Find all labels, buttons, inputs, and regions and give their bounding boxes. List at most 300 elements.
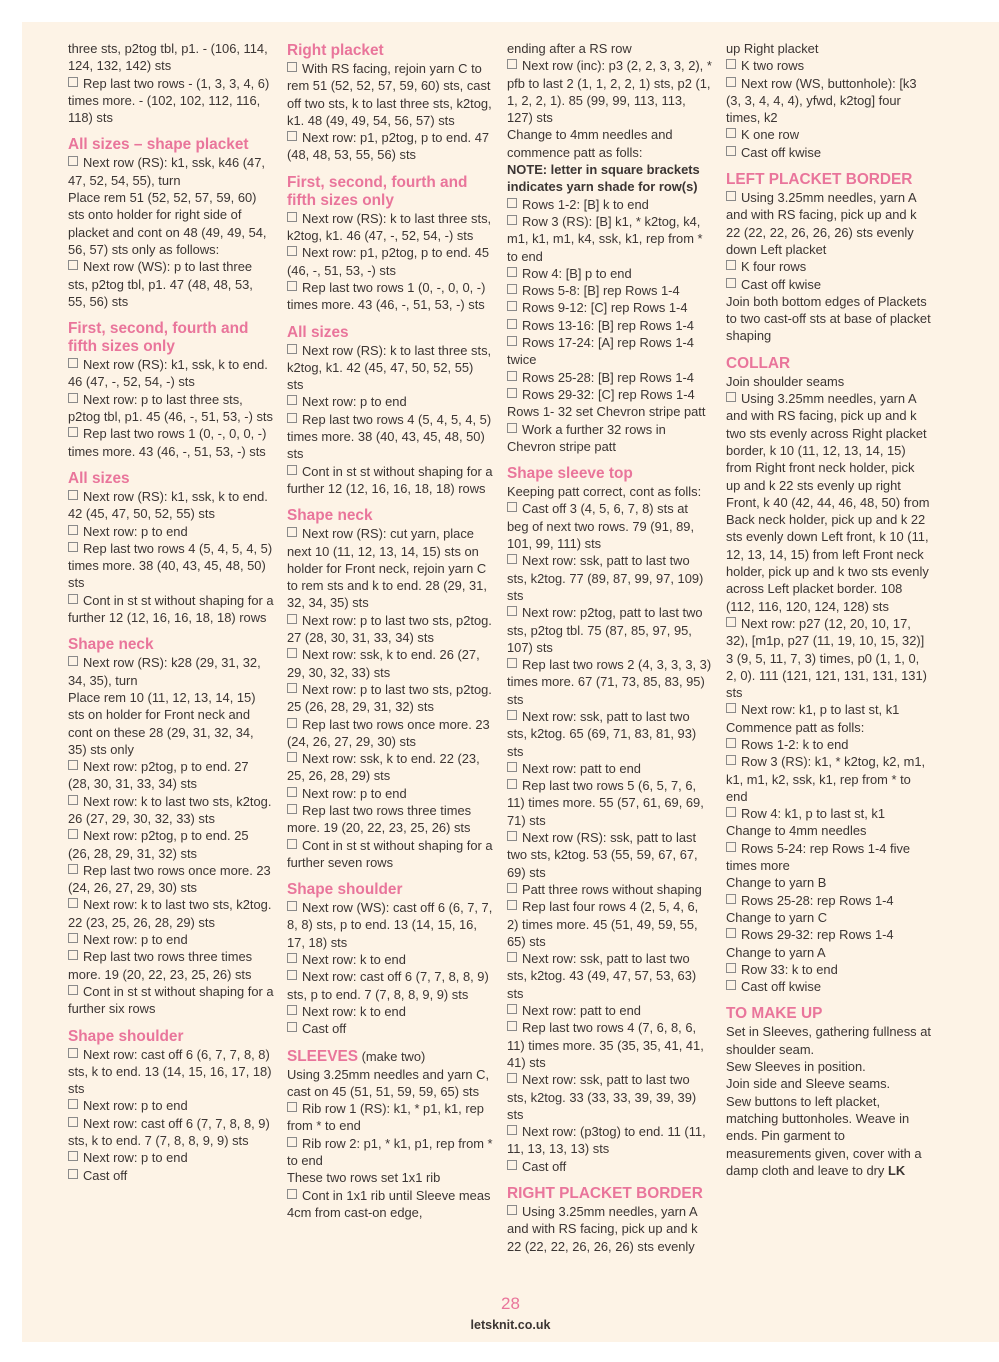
instruction-text-content: Using 3.25mm needles, yarn A and with RS facing, pick up and k 22 (22, 22, 26, 26, 26) sts evenly [507,1204,698,1254]
instruction-text [726,40,932,57]
row-checkbox-icon [726,738,736,748]
instruction-text-content: Cast off kwise [741,276,821,292]
row-checkbox-icon [287,953,297,963]
instruction-row [68,793,274,828]
instruction-text-content: Row 33: k to end [741,961,838,977]
row-checkbox-icon [726,963,736,973]
row-checkbox-icon [507,658,517,668]
instruction-row [726,390,932,615]
instruction-note [507,161,713,196]
row-checkbox-icon [68,933,78,943]
section-heading [726,355,932,373]
instruction-text [68,189,274,258]
row-checkbox-icon [507,1125,517,1135]
instruction-text-content: Next row: k to end [302,1003,406,1019]
row-checkbox-icon [507,198,517,208]
instruction-text-content: Rows 29-32: rep Rows 1-4 [741,927,894,943]
instruction-text-content: Rows 1- 32 set Chevron stripe patt [507,404,706,420]
instruction-text-content: Next row: ssk, k to end. 22 (23, 25, 26, 28, 29) sts [287,751,480,784]
section-heading-text: Shape sleeve top [507,465,633,483]
instruction-row [507,777,713,829]
instruction-text [287,1066,493,1101]
instruction-row [507,552,713,604]
instruction-row [287,785,493,802]
row-checkbox-icon [68,864,78,874]
instruction-row [726,189,932,258]
instruction-row [726,926,932,943]
instruction-row [68,154,274,189]
instruction-row [507,1203,713,1255]
page-number: 28 [501,1294,520,1313]
row-checkbox-icon [726,260,736,270]
instruction-row [507,708,713,760]
instruction-row [507,421,713,456]
instruction-row [507,1071,713,1123]
row-checkbox-icon [287,970,297,980]
instruction-text-content: Rows 29-32: [C] rep Rows 1-4 [522,386,695,402]
instruction-text-content: Next row (RS): k1, ssk, k46 (47, 47, 52, 54, 55), turn [68,155,265,188]
row-checkbox-icon [726,842,736,852]
instruction-text-content: Rep last two rows 1 (0, -, 0, 0, -) times more. 43 (46, -, 51, 53, -) sts [68,426,267,459]
instruction-text-content: Cast off [302,1021,347,1037]
instruction-row [287,802,493,837]
instruction-row [287,1135,493,1170]
instruction-text-content: Rep last two rows once more. 23 (24, 26, 27, 29, 30) sts [287,716,490,749]
row-checkbox-icon [68,260,78,270]
instruction-text-content: Next row: cast off 6 (6, 7, 7, 8, 8) sts, k to end. 13 (14, 15, 16, 17, 18) sts [68,1046,272,1097]
instruction-text-content: Change to 4mm needles and commence patt as folls: [507,127,673,160]
instruction-text-content: Rep last two rows 4 (7, 6, 8, 6, 11) times more. 35 (35, 35, 41, 41, 41) sts [507,1020,704,1070]
row-checkbox-icon [507,762,517,772]
instruction-text-content: Set in Sleeves, gathering fullness at shoulder seam. [726,1024,931,1057]
end-mark: LK [887,1162,906,1178]
instruction-row [726,978,932,995]
instruction-row [287,342,493,394]
instruction-text-content: Next row (RS): k1, ssk, k to end. 46 (47, -, 52, 54, -) sts [68,357,268,390]
instruction-text-content: Row 4: [B] p to end [522,265,632,281]
instruction-text-content: Rep last two rows 5 (6, 5, 7, 6, 11) times more. 55 (57, 61, 69, 69, 71) sts [507,778,704,828]
row-checkbox-icon [68,427,78,437]
section-heading-text: All sizes [287,323,349,341]
instruction-text-content: Next row: ssk, patt to last two sts, k2tog. 43 (49, 47, 57, 53, 63) sts [507,951,697,1001]
instruction-text-content: Change to yarn C [726,909,828,925]
instruction-row [726,840,932,875]
instruction-text-content: Join both bottom edges of Plackets to two cast-off sts at base of placket shaping [726,293,931,344]
instruction-row [287,244,493,279]
row-checkbox-icon [68,1169,78,1179]
instruction-text-content: Next row: k to last two sts, k2tog. 22 (23, 25, 26, 28, 29) sts [68,897,272,930]
instruction-text-content: Next row (inc): p3 (2, 2, 3, 3, 2), * pfb to last 2 (1, 1, 2, 2, 1) sts, p2 (1, 1, 2, 2, 1). 85 (99, 99, 113, 113, 127) sts [507,58,712,126]
instruction-text [726,822,932,839]
instruction-row [507,57,713,126]
instruction-text-content: Rib row 1 (RS): k1, * p1, k1, rep from * to end [287,1101,484,1134]
instruction-row [287,279,493,314]
row-checkbox-icon [68,77,78,87]
instruction-row [68,1149,274,1166]
instruction-text-content: Next row: patt to end [522,1003,641,1019]
row-checkbox-icon [68,393,78,403]
row-checkbox-icon [287,344,297,354]
instruction-row [287,129,493,164]
section-heading [68,136,274,154]
row-checkbox-icon [287,683,297,693]
row-checkbox-icon [726,703,736,713]
row-checkbox-icon [726,278,736,288]
section-heading-text: First, second, fourth and fifth sizes only [287,173,468,209]
instruction-text-content: three sts, p2tog tbl, p1. - (106, 114, 124, 132, 142) sts [68,41,268,74]
row-checkbox-icon [68,1151,78,1161]
row-checkbox-icon [68,1099,78,1109]
instruction-row [68,758,274,793]
instruction-text-content: Rep last two rows - (1, 3, 3, 4, 6) times more. - (102, 102, 112, 116, 118) sts [68,75,270,126]
row-checkbox-icon [287,1005,297,1015]
instruction-row [68,592,274,627]
instruction-text-content: Cont in st st without shaping for a further 12 (12, 16, 16, 18, 18) rows [287,463,493,496]
section-heading [726,171,932,189]
instruction-text-content: Next row: p to end [83,932,188,948]
instruction-text-content: Using 3.25mm needles, yarn A and with RS facing, pick up and k 22 (22, 22, 26, 26, 26) sts evenly down Left placket [726,190,917,257]
instruction-row [507,656,713,708]
instruction-text [726,944,932,961]
instruction-text-content: Next row: p to end [83,1098,188,1114]
instruction-text-content: Keeping patt correct, cont as folls: [507,484,702,500]
instruction-text-content: Join side and Sleeve seams. [726,1076,891,1092]
instruction-text-content: Cont in st st without shaping for a further six rows [68,983,274,1017]
section-heading [68,470,274,488]
row-checkbox-icon [507,883,517,893]
instruction-row [287,1003,493,1020]
instruction-text-content: Using 3.25mm needles, yarn A and with RS facing, pick up and k two sts evenly across Right placket border, k 10 (11, 12, 13, 14, 15) from Right front neck holder, pick up and k 22 sts evenly up right Front, k 40 (42, 44, 46, 48, 50) from Back neck holder, pick up and k 22 sts evenly down Left front, k 10 (11, 12, 13, 14, 15) from left Front neck holder, pick up and k two sts evenly across Left placket border. 108 (112, 116, 120, 124, 128) sts [726,391,930,614]
row-checkbox-icon [68,898,78,908]
instruction-row [726,736,932,753]
row-checkbox-icon [68,525,78,535]
row-checkbox-icon [287,804,297,814]
row-checkbox-icon [287,1022,297,1032]
instruction-text-content: Rows 5-8: [B] rep Rows 1-4 [522,283,680,299]
magazine-page [22,22,999,1342]
instruction-text-content: Change to yarn A [726,944,826,960]
row-checkbox-icon [68,156,78,166]
row-checkbox-icon [507,1004,517,1014]
row-checkbox-icon [68,985,78,995]
instruction-text-content: Cont in st st without shaping for a further 12 (12, 16, 16, 18, 18) rows [68,592,274,626]
instruction-text-content: Row 3 (RS): k1, * k2tog, k2, m1, k1, m1, k2, ssk, k1, rep from * to end [726,754,926,804]
instruction-text-content: Place rem 10 (11, 12, 13, 14, 15) sts on holder for Front neck and cont on these 28 (29, 31, 32, 34, 35) sts only [68,689,256,757]
instruction-row [726,701,932,718]
instruction-row [507,282,713,299]
instruction-text-content: Next row (RS): k to last three sts, k2tog, k1. 46 (47, -, 52, 54, -) sts [287,210,492,244]
instruction-row [726,805,932,822]
row-checkbox-icon [507,319,517,329]
instruction-row [726,144,932,161]
instruction-text [507,483,713,500]
row-checkbox-icon [68,542,78,552]
row-checkbox-icon [68,358,78,368]
instruction-text-content: Next row: k to last two sts, k2tog. 26 (27, 29, 30, 32, 33) sts [68,793,272,826]
instruction-text-content: Next row: p to end [302,394,407,410]
row-checkbox-icon [287,527,297,537]
instruction-row [507,1123,713,1158]
section-heading [507,1185,713,1203]
instruction-text-content: Join shoulder seams [726,373,845,389]
instruction-text-content: Rep last two rows 4 (5, 4, 5, 4, 5) times more. 38 (40, 43, 45, 48, 50) sts [287,411,492,462]
row-checkbox-icon [68,1117,78,1127]
instruction-row [68,1046,274,1098]
section-heading-text: RIGHT PLACKET BORDER [507,1185,703,1202]
section-heading-text: LEFT PLACKET BORDER [726,171,913,189]
section-heading-text: SLEEVES [287,1047,358,1065]
row-checkbox-icon [287,131,297,141]
row-checkbox-icon [287,413,297,423]
instruction-text-content: Next row: p2tog, p to end. 27 (28, 30, 31, 33, 34) sts [68,759,249,792]
instruction-text-content: Rows 9-12: [C] rep Rows 1-4 [522,300,688,316]
row-checkbox-icon [507,831,517,841]
section-heading-text: Right placket [287,42,384,59]
instruction-text-content: Next row: k to end [302,952,406,968]
row-checkbox-icon [726,807,736,817]
row-checkbox-icon [68,950,78,960]
instruction-row [726,753,932,805]
row-checkbox-icon [287,62,297,72]
instruction-text-content: Next row: (p3tog) to end. 11 (11, 11, 13, 13, 13) sts [507,1124,706,1157]
instruction-text [726,909,932,926]
instruction-text [726,719,932,736]
instruction-text-content: Rep last two rows three times more. 19 (20, 22, 23, 25, 26) sts [68,949,253,982]
instruction-row [507,881,713,898]
instruction-text [726,373,932,390]
row-checkbox-icon [287,281,297,291]
instruction-text-content: Rep last four rows 4 (2, 5, 4, 6, 2) times more. 45 (51, 49, 59, 55, 65) sts [507,899,699,949]
column-3 [507,40,713,1255]
instruction-text-content: Next row (WS): p to last three sts, p2tog tbl, p1. 47 (48, 48, 53, 55, 56) sts [68,259,253,309]
instruction-row [726,75,932,127]
row-checkbox-icon [507,1073,517,1083]
instruction-text-content: Rows 13-16: [B] rep Rows 1-4 [522,317,694,333]
instruction-text-content: Row 4: k1, p to last st, k1 [741,806,886,822]
instruction-text-content: Next row: k1, p to last st, k1 [741,702,900,718]
instruction-text-content: Next row (WS, buttonhole): [k3 (3, 3, 4, 4, 4), yfwd, k2tog] four times, k2 [726,75,917,126]
row-checkbox-icon [507,284,517,294]
section-heading [287,174,493,210]
section-heading-text: TO MAKE UP [726,1005,823,1023]
row-checkbox-icon [287,1102,297,1112]
instruction-text [726,1058,932,1075]
row-checkbox-icon [507,388,517,398]
column-4 [726,40,932,1179]
instruction-row [68,896,274,931]
instruction-text-content: These two rows set 1x1 rib [287,1170,441,1186]
row-checkbox-icon [507,1160,517,1170]
section-heading [68,1028,274,1046]
instruction-text-content: Next row (RS): k28 (29, 31, 32, 34, 35), turn [68,655,261,688]
section-heading-text: First, second, fourth and fifth sizes only [68,320,249,356]
instruction-row [287,1187,493,1222]
row-checkbox-icon [726,128,736,138]
row-checkbox-icon [507,779,517,789]
instruction-text-content: K two rows [741,58,805,74]
instruction-text-content: Rows 17-24: [A] rep Rows 1-4 twice [507,335,694,368]
instruction-row [68,862,274,897]
instruction-text-content: Next row (RS): k to last three sts, k2tog, k1. 42 (45, 47, 50, 52, 55) sts [287,342,492,393]
instruction-row [287,60,493,129]
instruction-text-content: Cont in st st without shaping for a further seven rows [287,837,493,870]
instruction-row [507,829,713,881]
section-heading-note: (make two) [358,1048,426,1064]
section-heading-text: Shape neck [68,636,154,654]
row-checkbox-icon [507,371,517,381]
row-checkbox-icon [507,1205,517,1215]
row-checkbox-icon [507,336,517,346]
instruction-row [68,356,274,391]
instruction-row [287,899,493,951]
instruction-text-content: Next row: p2tog, p to end. 25 (26, 28, 29, 31, 32) sts [68,828,249,861]
row-checkbox-icon [287,718,297,728]
instruction-text-content: Commence patt as folls: [726,719,865,735]
row-checkbox-icon [287,839,297,849]
instruction-text-content: NOTE: letter in square brackets indicates yarn shade for row(s) [507,162,700,195]
instruction-row [287,411,493,463]
instruction-text-content: Next row: p2tog, patt to last two sts, p2tog tbl. 75 (87, 85, 97, 95, 107) sts [507,605,703,655]
instruction-row [726,892,932,909]
section-heading [287,42,493,60]
instruction-text [726,874,932,891]
instruction-row [68,391,274,426]
column-2 [287,40,493,1221]
instruction-text [726,293,932,345]
instruction-row [726,126,932,143]
row-checkbox-icon [68,795,78,805]
instruction-row [507,265,713,282]
instruction-text-content: Rows 1-2: k to end [741,736,849,752]
instruction-text-content: Rows 25-28: [B] rep Rows 1-4 [522,369,694,385]
section-heading [287,507,493,525]
instruction-text-content: Next row: p to end [83,523,188,539]
row-checkbox-icon [507,267,517,277]
row-checkbox-icon [287,1189,297,1199]
instruction-row [726,615,932,701]
instruction-row [68,75,274,127]
instruction-text [726,1023,932,1058]
instruction-text-content: Rep last two rows once more. 23 (24, 26, 27, 29, 30) sts [68,862,271,896]
section-heading-text: Shape shoulder [287,881,403,899]
section-heading [726,1005,932,1023]
instruction-row [287,1020,493,1037]
instruction-row [287,646,493,681]
row-checkbox-icon [507,606,517,616]
instruction-text-content: Next row: p to end [302,785,407,801]
row-checkbox-icon [507,301,517,311]
instruction-row [507,1158,713,1175]
instruction-row [507,386,713,403]
instruction-row [68,523,274,540]
row-checkbox-icon [68,656,78,666]
instruction-text [68,40,274,75]
instruction-row [726,57,932,74]
instruction-text-content: Next row: cast off 6 (7, 7, 8, 8, 9) sts, k to end. 7 (7, 8, 8, 9, 9) sts [68,1115,270,1149]
instruction-text [507,40,713,57]
instruction-row [287,1100,493,1135]
instruction-text-content: Cont in 1x1 rib until Sleeve meas 4cm from cast-on edge, [287,1187,491,1220]
section-heading-text: COLLAR [726,354,791,372]
instruction-row [507,1002,713,1019]
instruction-text-content: Row 3 (RS): [B] k1, * k2tog, k4, m1, k1, m1, k4, ssk, k1, rep from * to end [507,213,703,264]
instruction-text-content: Next row: p to last two sts, p2tog. 27 (28, 30, 31, 33, 34) sts [287,612,492,646]
instruction-row [287,951,493,968]
instruction-text-content: With RS facing, rejoin yarn C to rem 51 (52, 52, 57, 59, 60) sts, cast off two sts, k to last three sts, k2tog, k1. 48 (49, 49, 54, 56, 57) sts [287,61,492,128]
row-checkbox-icon [287,465,297,475]
instruction-text-content: Next row: cast off 6 (7, 7, 8, 8, 9) sts, p to end. 7 (7, 8, 8, 9, 9) sts [287,969,489,1002]
instruction-row [507,369,713,386]
row-checkbox-icon [507,59,517,69]
instruction-row [507,604,713,656]
row-checkbox-icon [68,594,78,604]
row-checkbox-icon [507,502,517,512]
row-checkbox-icon [726,928,736,938]
row-checkbox-icon [507,423,517,433]
row-checkbox-icon [726,755,736,765]
instruction-text-content: Cast off [522,1158,567,1174]
instruction-row [507,898,713,950]
instruction-text-content: Place rem 51 (52, 52, 57, 59, 60) sts onto holder for right side of placket and cont on 48 (49, 49, 54, 56, 57) sts only as follows: [68,190,267,257]
instruction-text-content: Cast off [83,1167,128,1183]
instruction-text-content: Next row (RS): k1, ssk, k to end. 42 (45, 47, 50, 52, 55) sts [68,488,268,522]
instruction-row [287,525,493,611]
instruction-text-content: Next row: p1, p2tog, p to end. 47 (48, 48, 53, 55, 56) sts [287,130,490,163]
instruction-row [507,1019,713,1071]
instruction-text [726,1075,932,1092]
instruction-text-content: Next row: p to end [83,1150,188,1166]
instruction-row [68,540,274,592]
instruction-row [68,948,274,983]
section-heading [287,1048,493,1066]
instruction-text-content: Next row: p27 (12, 20, 10, 17, 32), [m1p, p27 (11, 19, 10, 15, 32)] 3 (9, 5, 11, 7, 3) times, p0 (1, 1, 0, 2, 0). 111 (121, 121, 131, 131, 131) sts [726,615,927,701]
instruction-text-content: Change to yarn B [726,875,827,891]
instruction-text-content: Rep last two rows 4 (5, 4, 5, 4, 5) times more. 38 (40, 43, 45, 48, 50) sts [68,540,273,591]
instruction-text-content: Next row (RS): cut yarn, place next 10 (11, 12, 13, 14, 15) sts on holder for Front neck, rejoin yarn C to rem sts and k to end. 28 (29, 31, 32, 34, 35) sts [287,526,487,611]
instruction-text [726,1093,932,1179]
row-checkbox-icon [68,1048,78,1058]
instruction-text [287,1169,493,1186]
instruction-text-content: Next row: ssk, patt to last two sts, k2tog. 77 (89, 87, 99, 97, 109) sts [507,553,704,603]
row-checkbox-icon [287,901,297,911]
section-heading [68,320,274,356]
instruction-row [68,1167,274,1184]
instruction-text-content: Cast off kwise [741,144,821,160]
instruction-text-content: Next row: p1, p2tog, p to end. 45 (46, -, 51, 53, -) sts [287,245,490,278]
instruction-text-content: Next row: p to last three sts, p2tog tbl, p1. 45 (46, -, 51, 53, -) sts [68,391,273,425]
instruction-text-content: Cast off kwise [741,979,821,995]
instruction-row [287,837,493,872]
row-checkbox-icon [287,246,297,256]
section-heading [507,465,713,483]
section-heading [287,324,493,342]
section-heading [287,881,493,899]
section-heading-text: All sizes [68,469,130,487]
instruction-text-content: Rep last two rows three times more. 19 (20, 22, 23, 25, 26) sts [287,802,472,836]
instruction-row [68,827,274,862]
row-checkbox-icon [287,212,297,222]
row-checkbox-icon [507,710,517,720]
instruction-text-content: Next row: ssk, k to end. 26 (27, 29, 30, 32, 33) sts [287,647,480,680]
instruction-text-content: Rows 25-28: rep Rows 1-4 [741,892,894,908]
instruction-text-content: Work a further 32 rows in Chevron stripe patt [507,421,666,454]
instruction-row [507,760,713,777]
instruction-row [287,612,493,647]
row-checkbox-icon [287,395,297,405]
instruction-row [726,961,932,978]
row-checkbox-icon [726,146,736,156]
row-checkbox-icon [68,829,78,839]
